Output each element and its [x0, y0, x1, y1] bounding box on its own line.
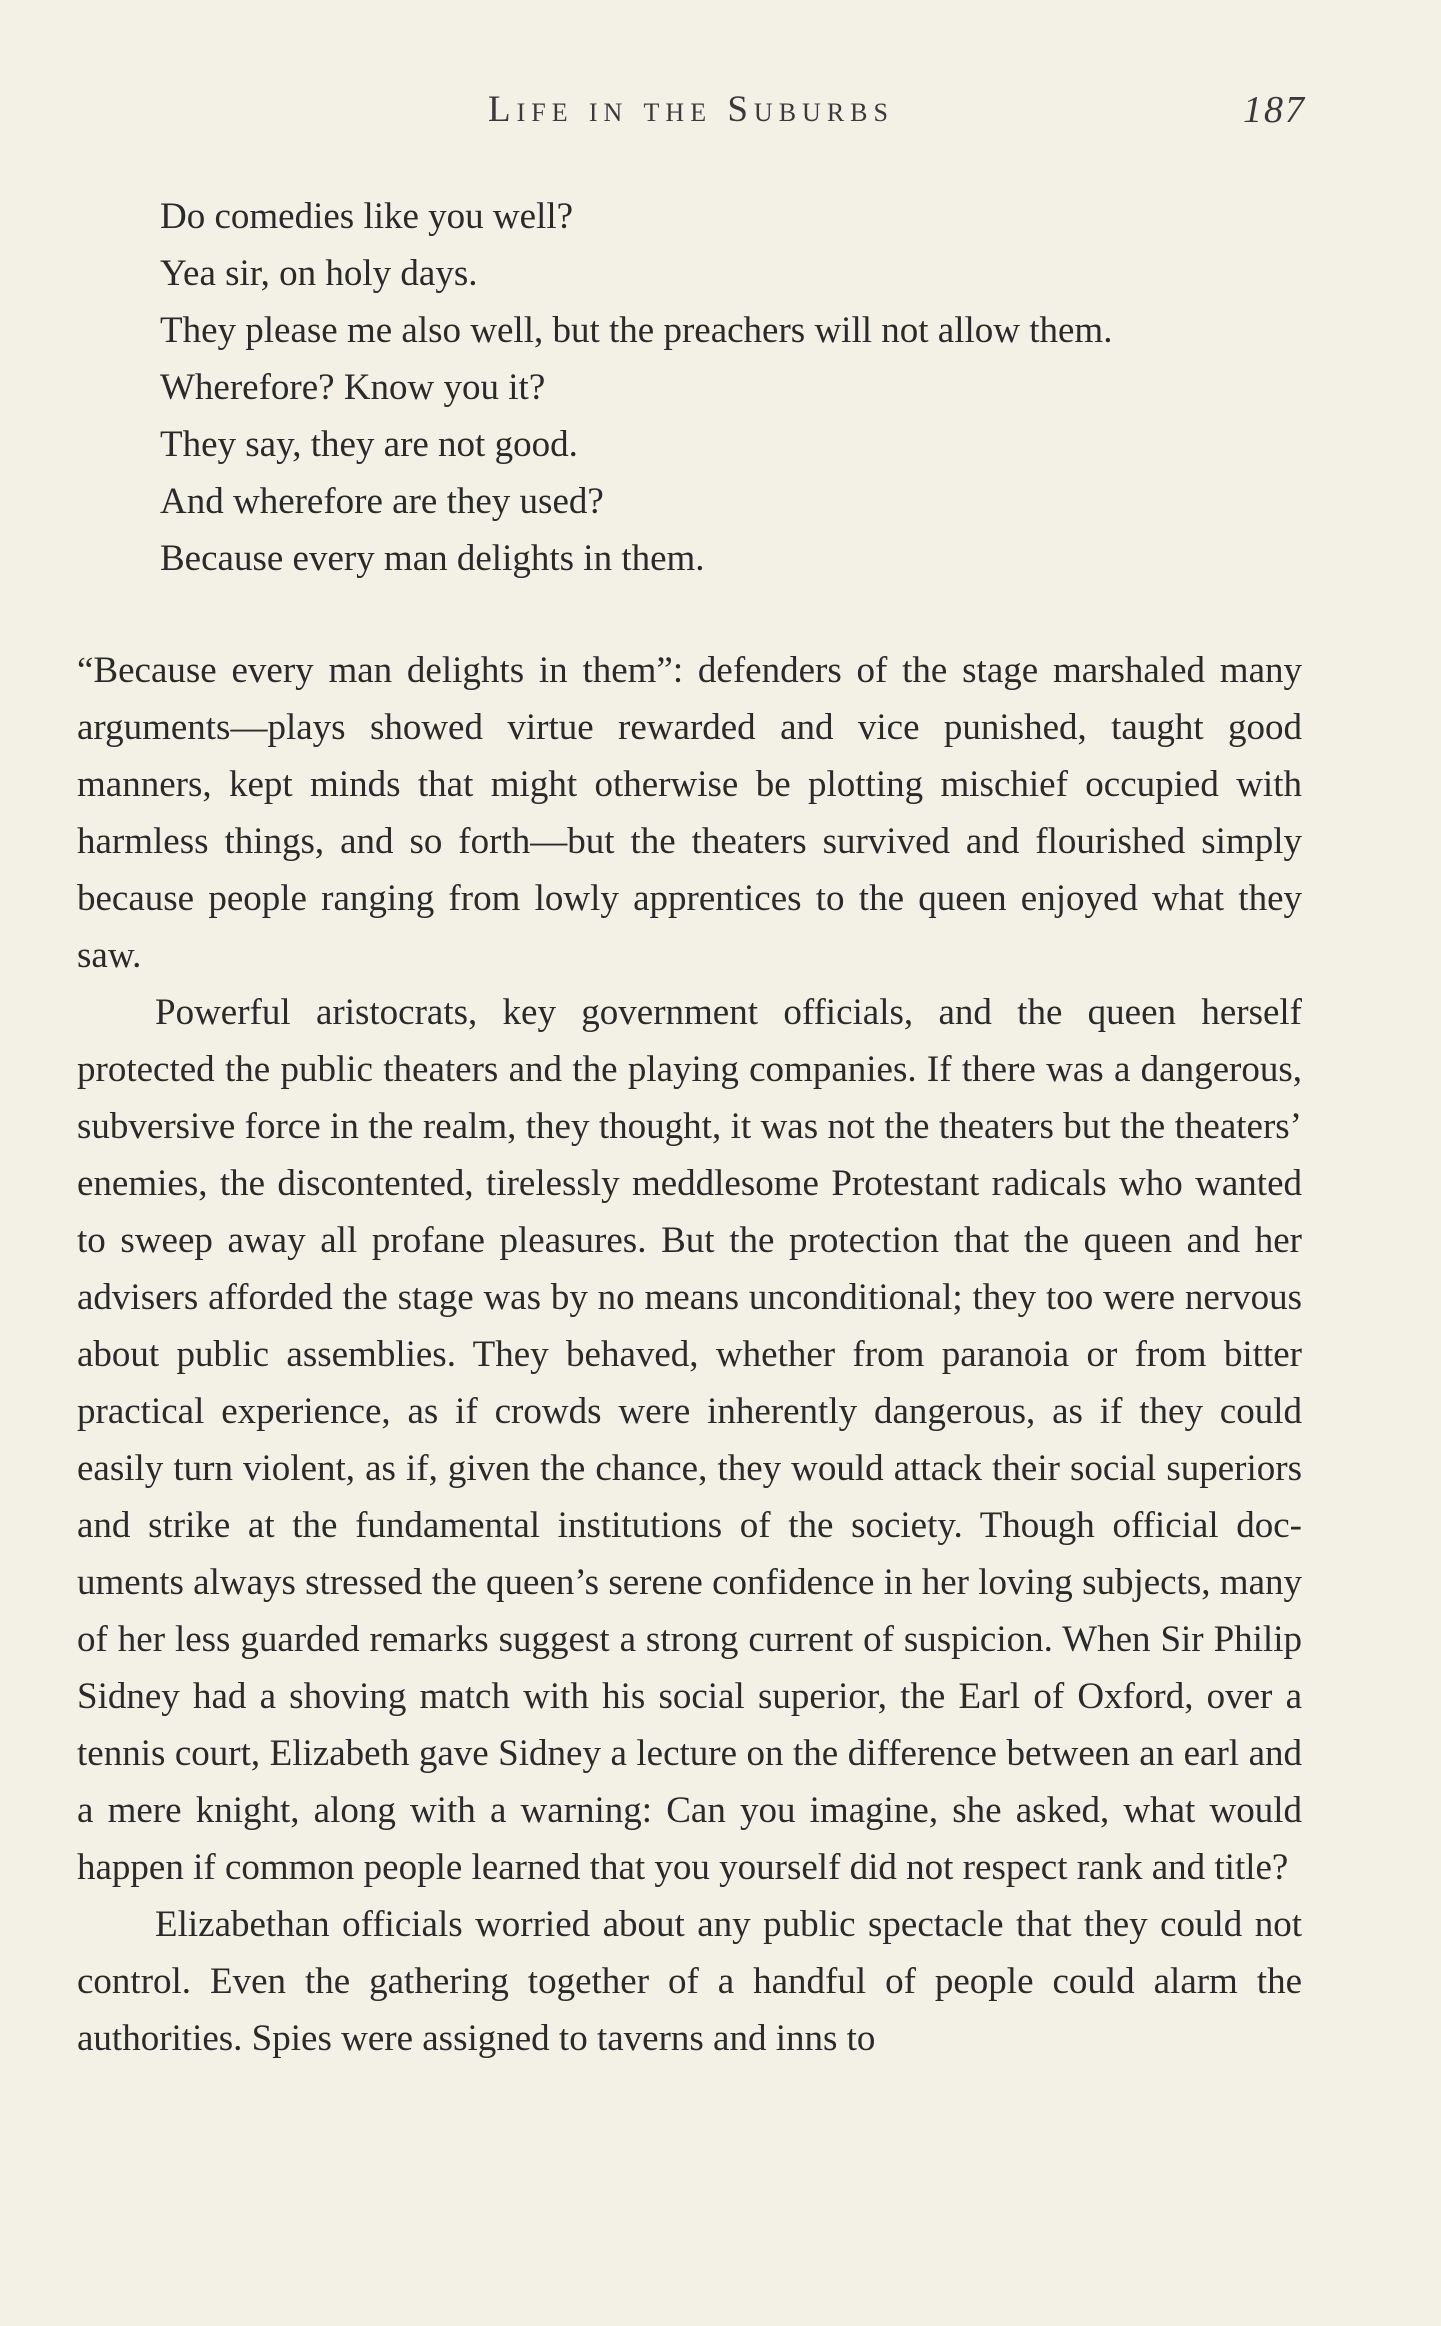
- dialogue-line: Do comedies like you well?: [160, 196, 574, 237]
- dialogue-line: They say, they are not good.: [160, 424, 578, 465]
- body-text: [77, 642, 1302, 2067]
- dialogue-line: Because every man delights in them.: [160, 538, 705, 579]
- paragraph: Powerful aristocrats, key government officials, and the queen herself protected the public theaters and the playing companies. If there was a dangerous, subversive force in the realm, they thought, it was not the theaters but the theaters’ enemies, the discontented, tirelessly meddlesome Protestant radicals who wanted to sweep away all profane pleasures. But the protection that the queen and her advisers afforded the stage was by no means unconditional; they too were nervous about public assemblies. They behaved, whether from paranoia or from bitter practical experience, as if crowds were inherently dangerous, as if they could easily turn violent, as if, given the chance, they would attack their social superiors and strike at the fundamental institutions of the society. Though official documents always stressed the queen’s serene confidence in her loving subjects, many of her less guarded remarks suggest a strong current of suspicion. When Sir Philip Sidney had a shoving match with his social superior, the Earl of Oxford, over a tennis court, Elizabeth gave Sidney a lecture on the difference between an earl and a mere knight, along with a warning: Can you imagine, she asked, what would happen if common people learned that you yourself did not respect rank and title?: [77, 992, 1302, 1888]
- paragraph: “Because every man delights in them”: defenders of the stage marshaled many arguments—plays showed virtue rewarded and vice punished, taught good manners, kept minds that might otherwise be plotting mischief occupied with harmless things, and so forth—but the theaters survived and flourished simply because people ranging from lowly apprentices to the queen enjoyed what they saw.: [77, 650, 1302, 976]
- running-title: Life in the Suburbs: [488, 89, 894, 130]
- running-head: [76, 88, 1306, 132]
- paragraph: Elizabethan officials worried about any public spectacle that they could not control. Even the gathering together of a handful of people could alarm the authorities. Spies were assigned to taverns and inns to: [77, 1904, 1302, 2059]
- dialogue-line: And wherefore are they used?: [160, 481, 604, 522]
- dialogue-excerpt: [160, 188, 1300, 587]
- dialogue-line: Wherefore? Know you it?: [160, 367, 546, 408]
- page-number: 187: [1243, 89, 1306, 131]
- dialogue-line: They please me also well, but the preachers will not allow them.: [160, 310, 1113, 351]
- dialogue-line: Yea sir, on holy days.: [160, 253, 478, 294]
